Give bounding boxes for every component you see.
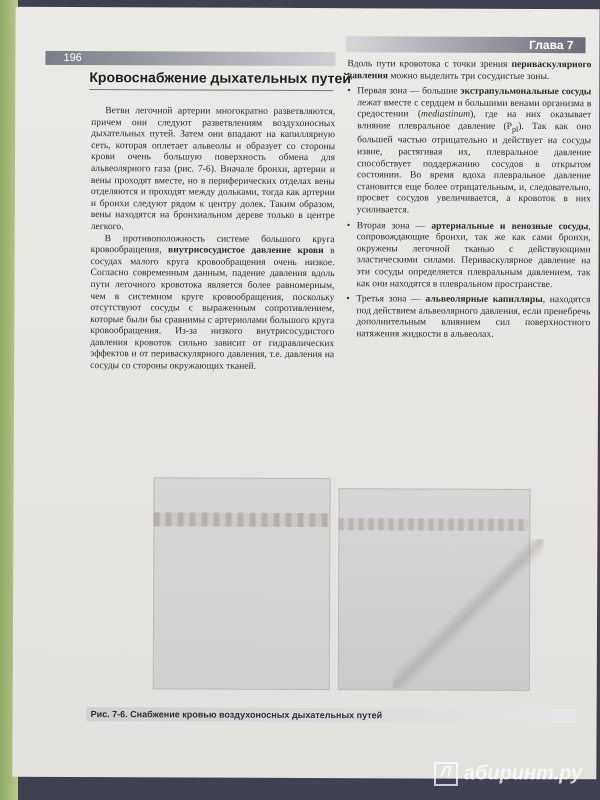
figure-illustration [93,397,574,699]
text-run: лежат вместе с сердцем и большими венами организма в средостении ( [357,97,592,120]
text-run: ). Так как оно большей частью отрицательно и действует на сосуды извне, растягивая их, плевральное давление способствует поддержанию сосудов в открытом состоянии. Во время вдоха плевральное давление становится еще более отрицательным, и, следовательно, просвет сосудов увеличивается, а кровоток в них усиливается. [356,120,592,216]
text-run: , находятся под действием альвеолярного давления, если пренебречь дополнительным влиянием сил поверхностного натяжения жидкости в альвеолах. [356,294,591,340]
text-run: в сосудах малого круга кровообращения очень низкое. Согласно современным данным, падение давления вдоль пути легочного кровотока является более равномерным, чем в системном круге кровообращения, поскольку отсутствуют сосуды с выраженным сопротивлением, которые были бы сравнимы с артериолами большого круга кровообращения. Из-за низкого внутрисосудистого давления кровоток сильно зависит от гидравлических эффектов и от периваскулярного давления, т.е. давления на сосуды со стороны окружающих тканей. [90,245,335,372]
text-run: Первая зона — большие [357,85,461,97]
bold-term: альвеолярные капилляры [425,293,543,306]
page-number: 196 [63,51,82,65]
watermark [434,762,582,786]
figure-texture [393,538,544,689]
book-page [12,7,599,780]
watermark-text: абиринт.ру [463,762,582,785]
title-rule [89,89,333,91]
text-run: , сопровождающие бронхи, так же как сами бронхи, окружены легочной тканью с действующими эластическими силами. Периваскулярное давление на эти сосуды определяется плевральным давлением, так как они находятся в плевральном пространстве. [356,220,591,290]
watermark-logo: Л [434,762,458,786]
figure-texture [338,518,528,531]
figure-caption: Рис. 7-6. Снабжение кровью воздухоносных дыхательных путей [90,709,383,721]
figure-panel-left [153,477,331,690]
text-run: Третья зона — [356,293,426,305]
zones-list [346,85,591,340]
bold-term: артериальные и венозные сосуды [431,220,589,232]
page-number-bar [45,51,335,66]
section-title: Кровоснабжение дыхательных путей [89,69,351,87]
list-item [346,220,590,291]
left-column [90,105,335,373]
paragraph [347,58,591,82]
text-run: Вдоль пути кровотока с точки зрения [347,58,512,70]
subscript: pl [511,124,519,134]
list-item [346,293,590,340]
figure-texture [153,512,328,527]
list-item [347,85,592,217]
paragraph [90,233,335,373]
bold-term: периваскулярного давления [347,58,592,81]
italic-term: mediastinum [421,108,471,121]
text-run: можно выделить три сосудистые зоны. [387,69,550,82]
paragraph: Ветви легочной артерии многократно разветвляются, причем они следуют разветвлениям воздухоносных дыхательных путей. Затем они впадают на капиллярную сеть, которая оплетает альвеолы и образует со стороны крови очень большую поверхность обмена для альвеолярного газа (рис. 7-6). Вначале бронхи, артерии и вены проходят вместе, но в периферических отделах вены отделяются и проходят между дольками, тогда как артерии и бронхи следуют рядом к центру долек. Таким образом, вены находятся на бронхиальном дереве только в центре легкого. [90,105,336,233]
text-run: В противоположность системе большого круга кровообращения, [90,232,335,256]
bold-term: экстрапульмональные сосуды [460,85,592,98]
chapter-label: Глава 7 [529,37,574,53]
text-run: ), где на них оказывает влияние плевральное давление (P [357,109,592,132]
right-column [346,58,591,345]
bold-term: внутрисосудистое давление крови [168,244,324,257]
text-run: Вторая зона — [356,219,432,232]
